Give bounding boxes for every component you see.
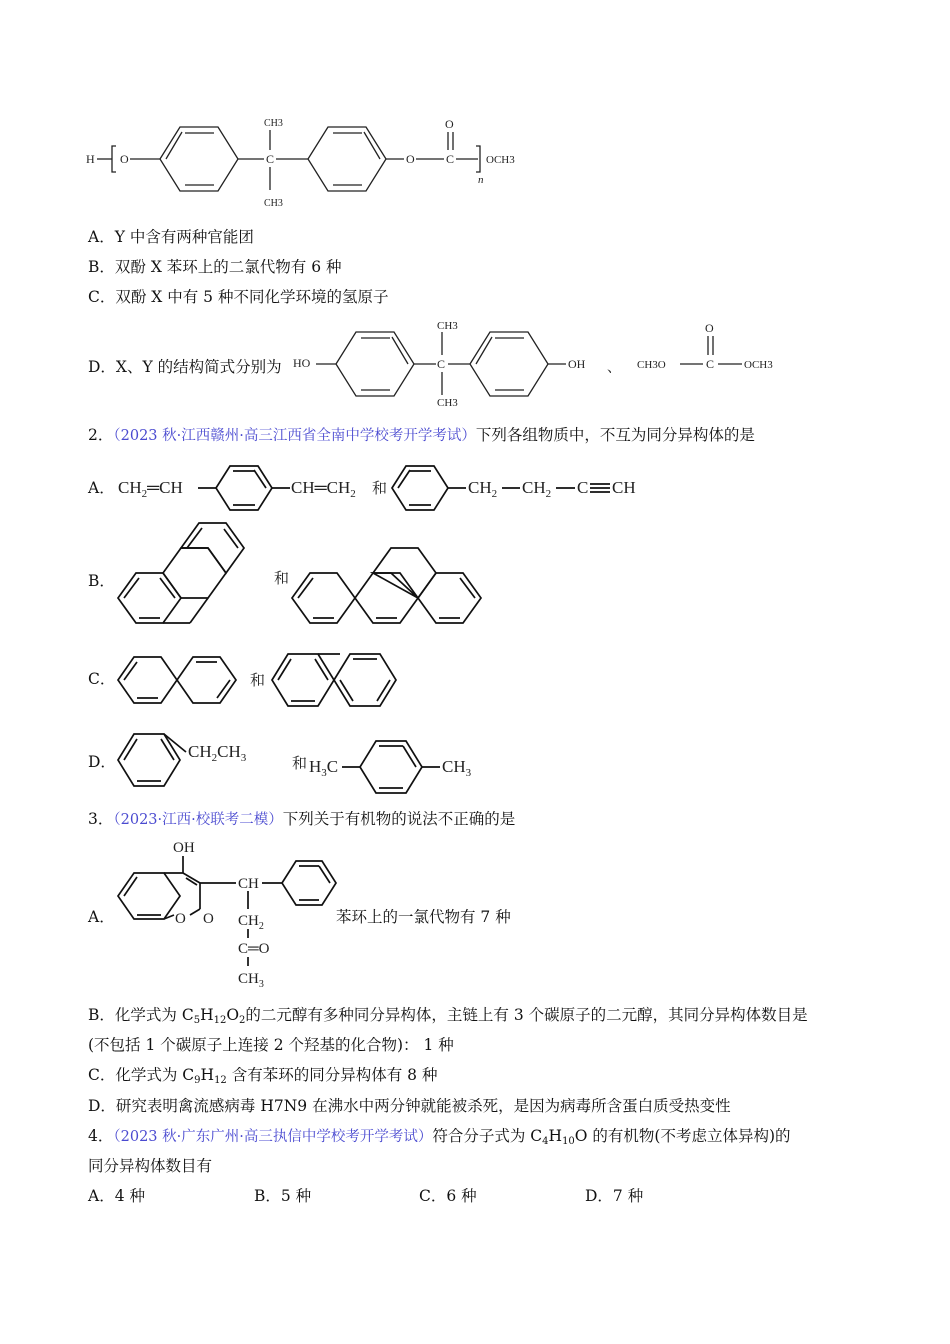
o-carbonyl: O <box>705 321 714 335</box>
ch3-label: $CH_3$ <box>238 971 264 990</box>
ch-label: CH <box>238 876 259 892</box>
q3-option-c: C．化学式为 $C_9H_{12}$ 含有苯环的同分异构体有 8 种 <box>88 1066 438 1086</box>
q1-option-a: A．Y 中含有两种官能团 <box>88 228 254 246</box>
q2-label-d: D． <box>88 753 116 771</box>
o-exo-label: O <box>203 911 214 927</box>
q4-option-a: A．4 种 <box>88 1187 145 1205</box>
separator: 、 <box>607 361 621 376</box>
polymer-ch3-bottom: CH3 <box>264 198 283 209</box>
oh-label: OH <box>173 840 195 856</box>
q2-a-structures <box>0 452 950 522</box>
polymer-h: H <box>86 152 95 166</box>
propyl-chain-b: $CH_2$ <box>522 478 552 500</box>
q3-stem: 3．（2023·江西·校联考二模）下列关于有机物的说法不正确的是 <box>88 810 516 828</box>
polymer-ch3-top: CH3 <box>264 118 283 129</box>
and-b: 和 <box>274 571 290 587</box>
q4-stem-cont: 同分异构体数目有 <box>88 1157 213 1175</box>
och3-label: OCH3 <box>744 359 773 371</box>
q2-c-structures <box>0 640 950 720</box>
q1-option-c: C．双酚 X 中有 5 种不同化学环境的氢原子 <box>88 288 389 306</box>
and-d: 和 <box>292 756 308 772</box>
q2-stem: 2．（2023 秋·江西赣州·高三江西省全南中学校考开学考试）下列各组物质中，不互为同分异构体的是 <box>88 426 755 444</box>
c-eq-o-label: C═O <box>238 941 270 957</box>
q4-option-b: B．5 种 <box>254 1187 312 1205</box>
ch3-bottom: CH3 <box>437 397 458 409</box>
c-carbonyl: C <box>706 357 715 371</box>
benzene-ring <box>292 573 355 623</box>
q3-option-d: D．研究表明禽流感病毒 H7N9 在沸水中两分钟就能被杀死，是因为病毒所含蛋白质受热变性 <box>88 1097 731 1115</box>
benzene-ring <box>160 127 238 191</box>
ch3o-label: CH3O <box>637 359 666 371</box>
polymer-o-right: O <box>406 152 415 166</box>
o-ring-label: O <box>175 911 186 927</box>
alkyne-ch: CH <box>612 478 636 497</box>
benzene-ring <box>418 573 481 623</box>
q4-option-c: C．6 种 <box>419 1187 477 1205</box>
ho-label: HO <box>293 356 311 370</box>
and-c: 和 <box>250 673 266 689</box>
vinyl-left: $CH_2═CH$ <box>118 478 183 500</box>
q4-option-d: D．7 种 <box>585 1187 644 1205</box>
q3-label-a: A． <box>88 908 115 926</box>
vinyl-right: $CH═CH_2$ <box>291 478 356 500</box>
benzene-ring <box>470 332 548 396</box>
benzene-ring <box>118 657 177 703</box>
q2-label-a: A． <box>88 479 115 497</box>
ch2-label: $CH_2$ <box>238 913 264 932</box>
polymer-o-carbonyl: O <box>445 117 454 131</box>
q3-option-b-line2: (不包括 1 个碳原子上连接 2 个羟基的化合物)： 1 种 <box>88 1036 454 1054</box>
polymer-och3: OCH3 <box>486 154 515 166</box>
methyl-left: $H_3C$ <box>309 757 339 779</box>
benzene-ring <box>336 332 414 396</box>
c-quat-label: C <box>437 357 446 371</box>
methyl-right: $CH_3$ <box>442 757 472 779</box>
benzene-ring <box>392 466 448 510</box>
benzene-ring <box>308 127 386 191</box>
bisphenol-structure <box>0 310 950 410</box>
and-a: 和 <box>372 481 388 497</box>
q2-b-structures <box>0 525 950 635</box>
oh-label: OH <box>568 357 586 371</box>
polymer-o-left: O <box>120 152 129 166</box>
q1-option-d: D．X、Y 的结构简式分别为 <box>88 358 282 376</box>
benzene-ring <box>334 654 396 706</box>
benzene-ring <box>282 861 336 905</box>
ch3-top: CH3 <box>437 320 458 332</box>
q2-label-c: C． <box>88 670 116 688</box>
alkyne-c: C <box>577 478 589 497</box>
benzene-ring <box>118 873 180 919</box>
benzene-ring <box>360 741 422 793</box>
benzene-ring <box>118 734 180 786</box>
benzene-ring <box>216 466 272 510</box>
polymer-c-quat: C <box>266 152 275 166</box>
benzene-ring <box>181 523 244 573</box>
polymer-c-carbonyl: C <box>446 152 455 166</box>
ethyl-label: $CH_2CH_3$ <box>188 742 247 764</box>
propyl-chain-a: $CH_2$ <box>468 478 498 500</box>
polymer-structure <box>0 0 950 220</box>
q4-stem: 4．（2023 秋·广东广州·高三执信中学校考开学考试）符合分子式为 $C_4H_{10}O$ 的有机物(不考虑立体异构)的 <box>88 1127 791 1147</box>
benzene-ring <box>118 573 181 623</box>
q1-option-b: B．双酚 X 苯环上的二氯代物有 6 种 <box>88 258 342 276</box>
q3-option-b-line1: B．化学式为 $C_5H_{12}O_2$的二元醇有多种同分异构体，主链上有 3 个碳原子的二元醇，其同分异构体数目是 <box>88 1006 808 1026</box>
polymer-n: n <box>478 174 484 186</box>
q2-d-structures <box>0 720 950 800</box>
benzene-ring <box>272 654 334 706</box>
q2-label-b: B． <box>88 572 115 590</box>
q3-option-a-desc: 苯环上的一氯代物有 7 种 <box>336 908 511 926</box>
